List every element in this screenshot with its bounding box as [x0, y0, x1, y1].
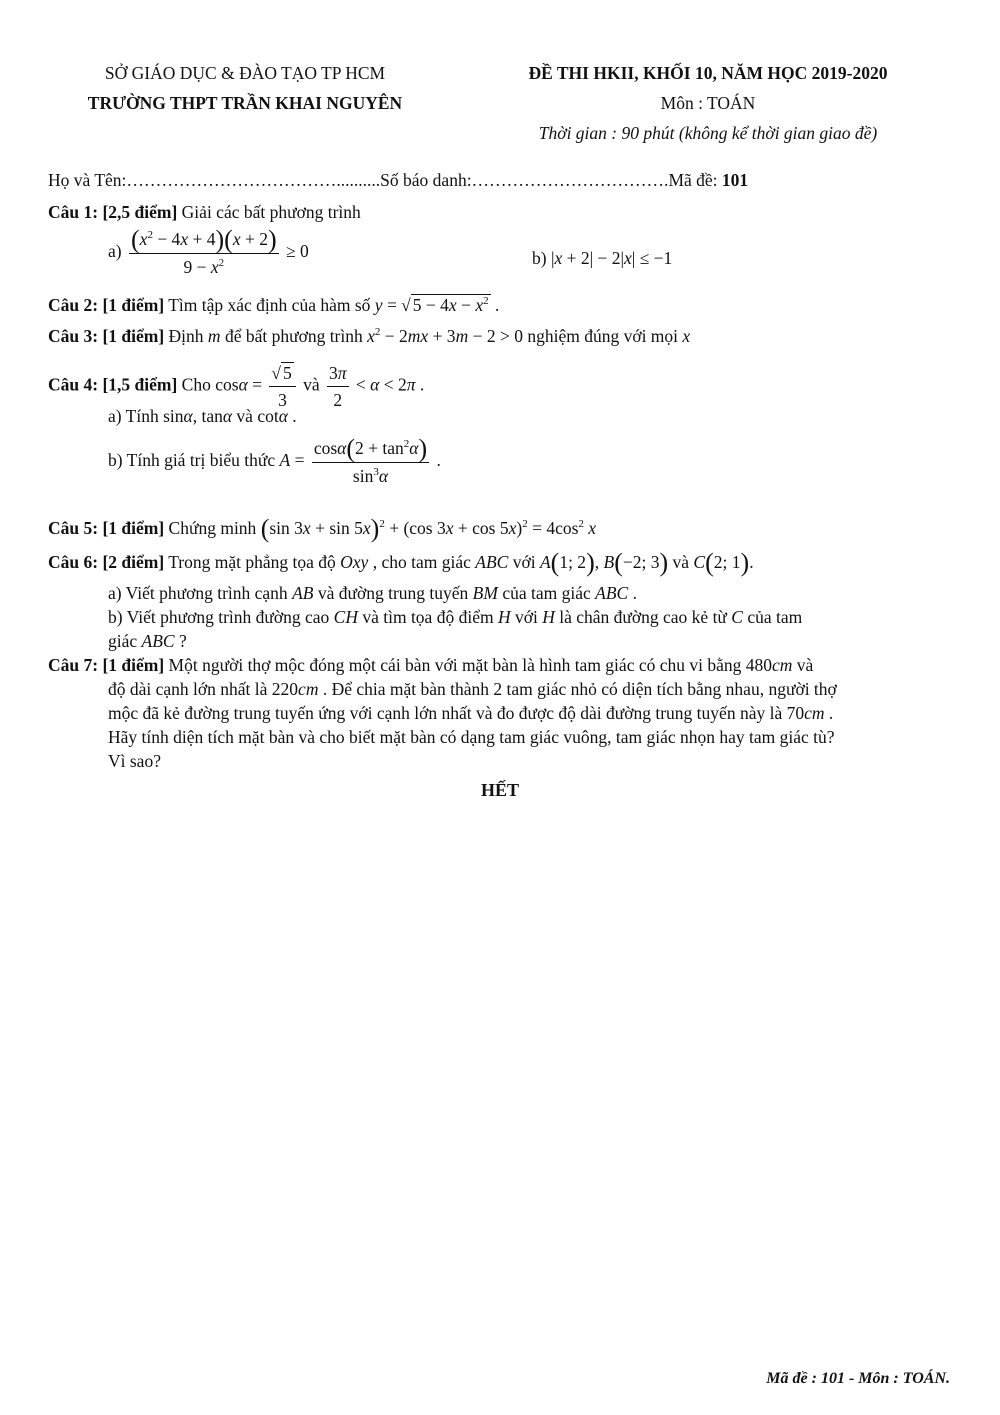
question-1-text: Giải các bất phương trình	[177, 202, 361, 222]
page-footer: Mã đề : 101 - Môn : TOÁN.	[766, 1370, 950, 1387]
header-left	[80, 58, 410, 118]
question-6b-text-3: với	[510, 607, 543, 627]
id-field-label: Số báo danh:…………………………….	[380, 170, 669, 190]
question-7-text-4: Hãy tính diện tích mặt bàn và cho biết mặt bàn có dạng tam giác vuông, tam giác nhọn hay tam giác tù?	[108, 727, 835, 747]
question-3-text-1: Định	[164, 326, 208, 346]
name-field-label: Họ và Tên:………………………………..........	[48, 170, 381, 190]
subject: Môn : TOÁN	[660, 93, 756, 113]
exam-code-value: 101	[721, 170, 749, 190]
question-6-text-3: với	[508, 552, 540, 572]
question-4a-and: và	[232, 406, 258, 426]
question-7-text-2b: . Để chia mặt bàn thành 2 tam giác nhỏ có diện tích bằng nhau, người thợ	[318, 679, 837, 699]
question-4b-text: b) Tính giá trị biểu thức	[108, 450, 280, 471]
question-4-label: Câu 4: [1,5 điểm]	[48, 374, 178, 395]
q4b-fraction: $\frac{\cos\alpha(2 + \tan^2\alpha)}{\sin^3\alpha}$	[313, 434, 428, 486]
question-7-line-1: Câu 7: [1 điểm] Một người thợ mộc đóng một cái bàn với mặt bàn là hình tam giác có chu vi bằng 480cm và	[48, 655, 814, 675]
question-7-line-3: mộc đã kẻ đường trung tuyến ứng với cạnh lớn nhất và đo được độ dài đường trung tuyến này là 70cm .	[108, 703, 834, 723]
question-2: Câu 2: [1 điểm] Tìm tập xác định của hàm số y = √ $5 - 4x - x^2$ .	[48, 295, 500, 315]
question-6-label: Câu 6: [2 điểm]	[48, 552, 165, 572]
question-5-text: Chứng minh	[164, 518, 261, 538]
question-6b-text-6: giác	[108, 631, 142, 651]
question-6b-text-5: của tam	[742, 607, 803, 627]
question-7-label: Câu 7: [1 điểm]	[48, 655, 165, 675]
question-6a-text-3: của tam giác	[497, 583, 596, 603]
question-4a: a) Tính sinα, tanα và cotα .	[108, 406, 297, 426]
school-name: TRƯỜNG THPT TRẦN KHAI NGUYÊN	[87, 93, 403, 113]
end-marker: HẾT	[480, 780, 519, 800]
question-6b-text-4: là chân đường cao kẻ từ	[554, 607, 732, 627]
question-6b-text-1: b) Viết phương trình đường cao	[108, 607, 334, 627]
header-right	[478, 58, 938, 148]
question-1a: a) $\frac{(x^2 - 4x + 4)(x + 2)}{9 - x^2}$ ≥ 0	[108, 225, 309, 277]
question-6-and: và	[668, 552, 694, 572]
question-4: Câu 4: [1,5 điểm] Cho cosα = $\frac{√ 5}{3}$ và $\frac{3\pi}{2}$ < α < 2π .	[48, 363, 425, 410]
exam-code-label: Mã đề:	[668, 170, 722, 190]
student-info-line	[48, 168, 748, 192]
question-7-text-3: mộc đã kẻ đường trung tuyến ứng với cạnh lớn nhất và đo được độ dài đường trung tuyến này là 70	[108, 703, 805, 723]
q4-range-fraction: $\frac{3\pi}{2}$	[329, 363, 347, 410]
question-6a: a) Viết phương trình cạnh AB và đường trung tuyến BM của tam giác ABC .	[108, 583, 637, 603]
question-1a-label: a)	[108, 241, 122, 262]
question-7-line-5	[108, 749, 161, 773]
question-6: Câu 6: [2 điểm] Trong mặt phẳng tọa độ Oxy , cho tam giác ABC với A(1; 2), B(−2; 3) và C(2; 1).	[48, 548, 754, 577]
question-3: Câu 3: [1 điểm] Định m để bất phương trình $x^2 - 2mx + 3m - 2 > 0$ nghiệm đúng với mọi x	[48, 326, 691, 346]
question-2-text: Tìm tập xác định của hàm số	[164, 295, 375, 315]
question-6a-text-1: a) Viết phương trình cạnh	[108, 583, 293, 603]
q4-cos-fraction: $\frac{√ 5}{3}$	[269, 362, 295, 411]
question-7-text-5: Vì sao?	[108, 751, 161, 771]
question-1b: b) |x + 2| − 2|x| ≤ −1	[532, 248, 673, 268]
question-7-line-4	[108, 725, 835, 749]
question-7-text-1: Một người thợ mộc đóng một cái bàn với mặt bàn là hình tam giác có chu vi bằng 480	[164, 655, 772, 675]
question-3-label: Câu 3: [1 điểm]	[48, 326, 165, 346]
question-1b-label: b)	[532, 248, 547, 268]
exam-title: ĐỀ THI HKII, KHỐI 10, NĂM HỌC 2019-2020	[528, 63, 888, 83]
question-4-and: và	[303, 374, 325, 395]
q1a-fraction: $\frac{(x^2 - 4x + 4)(x + 2)}{9 - x^2}$	[130, 225, 277, 277]
question-2-label: Câu 2: [1 điểm]	[48, 295, 165, 315]
exam-time: Thời gian : 90 phút (không kể thời gian giao đề)	[538, 123, 878, 143]
question-4a-text: a) Tính	[108, 406, 164, 426]
question-6a-text-2: và đường trung tuyến	[313, 583, 473, 603]
question-7-line-2: độ dài cạnh lớn nhất là 220cm . Để chia mặt bàn thành 2 tam giác nhỏ có diện tích bằng nhau, người thợ	[108, 679, 837, 699]
question-7-text-2: độ dài cạnh lớn nhất là 220	[108, 679, 299, 699]
question-6-text-2: , cho tam giác	[368, 552, 476, 572]
question-5: Câu 5: [1 điểm] Chứng minh (sin 3x + sin 5x)$^2$ + (cos $3x + \cos 5x)^2 = 4\cos^2$ x	[48, 514, 597, 543]
question-1	[48, 200, 361, 224]
question-5-label: Câu 5: [1 điểm]	[48, 518, 165, 538]
question-6b-cont: giác ABC ?	[108, 631, 187, 651]
question-4b: b) Tính giá trị biểu thức A = $\frac{\cos\alpha(2 + \tan^2\alpha)}{\sin^3\alpha}$ .	[108, 434, 441, 486]
question-3-text-2: để bất phương trình	[220, 326, 368, 346]
question-4-text-1: Cho	[177, 374, 216, 395]
question-3-text-3: nghiệm đúng với mọi	[522, 326, 683, 346]
question-1-label: Câu 1: [2,5 điểm]	[48, 202, 178, 222]
question-6b-text-7: ?	[174, 631, 187, 651]
question-6b-text-2: và tìm tọa độ điểm	[357, 607, 498, 627]
question-6-text-1: Trong mặt phẳng tọa độ	[164, 552, 341, 572]
question-6b: b) Viết phương trình đường cao CH và tìm tọa độ điểm H với H là chân đường cao kẻ từ C của tam	[108, 607, 803, 627]
department-name: SỞ GIÁO DỤC & ĐÀO TẠO TP HCM	[104, 63, 386, 83]
